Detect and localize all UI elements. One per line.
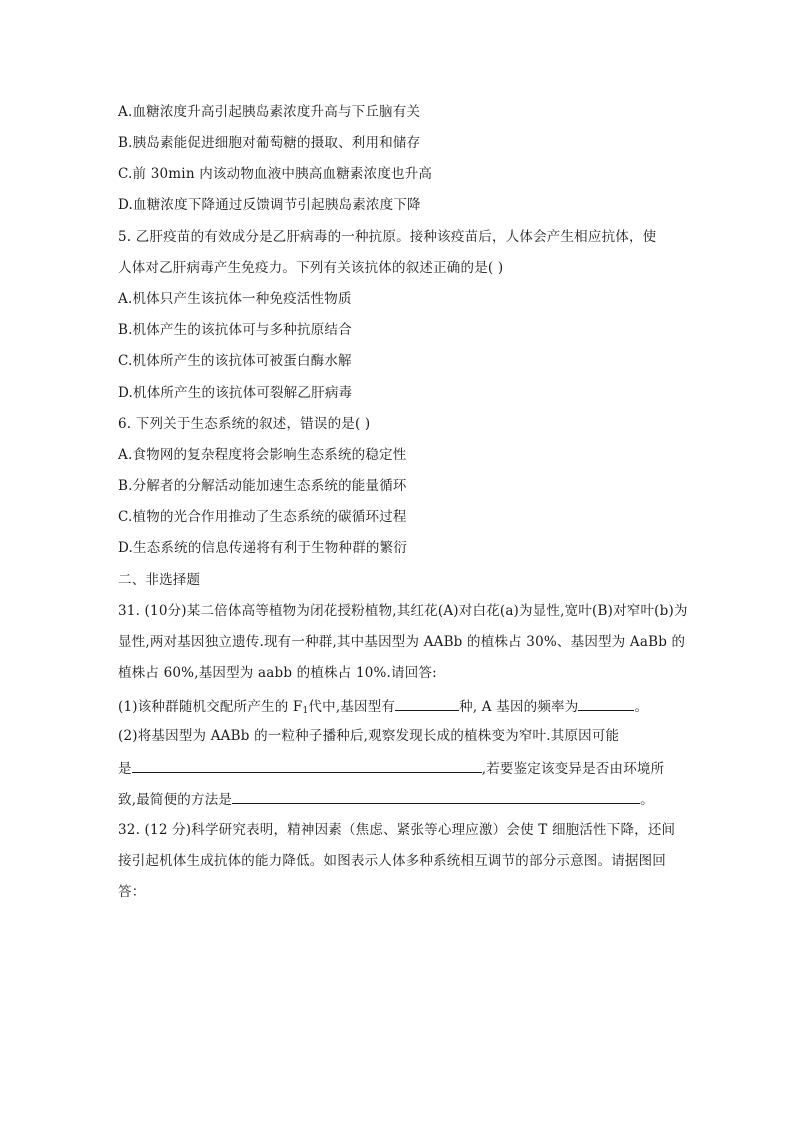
q6-option-c: C.植物的光合作用推动了生态系统的碳循环过程 (118, 509, 407, 525)
q5-option-b: B.机体产生的该抗体可与多种抗原结合 (118, 322, 352, 338)
answer-blank-reason[interactable] (132, 757, 482, 773)
q31-sub1-mid2: 种, A 基因的频率为 (459, 699, 579, 715)
q6-option-d: D.生态系统的信息传递将有利于生物种群的繁衍 (118, 540, 408, 556)
q31-sub1-end: 。 (634, 699, 649, 715)
q5-stem-line2: 人体对乙肝病毒产生免疫力。下列有关该抗体的叙述正确的是( ) (118, 260, 504, 276)
q31-sub2-line3 (118, 788, 654, 810)
q31-sub2-line3-prefix: 致,最简便的方法是 (118, 792, 233, 808)
q4-option-b: B.胰岛素能促进细胞对葡萄糖的摄取、利用和储存 (118, 135, 421, 151)
answer-blank-genotype-count[interactable] (395, 695, 459, 711)
q6-option-a: A.食物网的复杂程度将会影响生态系统的稳定性 (118, 447, 407, 463)
answer-blank-method[interactable] (232, 788, 640, 804)
q31-line2: 显性,两对基因独立遗传.现有一种群,其中基因型为 AABb 的植株占 30%、基因型为 AaBb 的 (118, 634, 686, 650)
q31-sub2-line3-end: 。 (640, 792, 654, 808)
section-title: 二、非选择题 (118, 572, 201, 588)
q5-option-d: D.机体所产生的该抗体可裂解乙肝病毒 (118, 385, 353, 401)
answer-blank-a-frequency[interactable] (578, 695, 634, 711)
q4-option-a: A.血糖浓度升高引起胰岛素浓度升高与下丘脑有关 (118, 104, 421, 120)
q6-stem: 6. 下列关于生态系统的叙述，错误的是( ) (118, 416, 371, 432)
q31-line1: 31. (10分)某二倍体高等植物为闭花授粉植物,其红花(A)对白花(a)为显性,宽叶(B)对窄叶(b)为 (118, 603, 688, 619)
q31-sub1 (118, 695, 648, 721)
q4-option-d: D.血糖浓度下降通过反馈调节引起胰岛素浓度下降 (118, 197, 421, 213)
q4-option-c: C.前 30min 内该动物血液中胰高血糖素浓度也升高 (118, 166, 433, 182)
q32-line3: 答： (118, 884, 146, 900)
q5-option-c: C.机体所产生的该抗体可被蛋白酶水解 (118, 353, 352, 369)
q31-sub2-line2-prefix: 是 (118, 761, 132, 777)
q5-stem-line1: 5. 乙肝疫苗的有效成分是乙肝病毒的一种抗原。接种该疫苗后，人体会产生相应抗体，使 (118, 229, 657, 245)
q6-option-b: B.分解者的分解活动能加速生态系统的能量循环 (118, 478, 407, 494)
q31-sub1-prefix: (1)该种群随机交配所产生的 F (118, 699, 303, 715)
q32-line1: 32. (12 分)科学研究表明，精神因素（焦虑、紧张等心理应激）会使 T 细胞活性下降，还间 (118, 822, 676, 838)
q32-line2: 接引起机体生成抗体的能力降低。如图表示人体多种系统相互调节的部分示意图。请据图回 (118, 853, 666, 869)
q31-line3: 植株占 60%,基因型为 aabb 的植株占 10%.请回答: (118, 665, 437, 681)
q31-sub2-line1: (2)将基因型为 AABb 的一粒种子播种后,观察发现长成的植株变为窄叶.其原因可能 (118, 728, 620, 744)
q5-option-a: A.机体只产生该抗体一种免疫活性物质 (118, 291, 352, 307)
q31-sub1-subscript: 1 (302, 706, 309, 716)
q31-sub2-line2-suffix: ,若要鉴定该变异是否由环境所 (481, 761, 665, 777)
q31-sub2-line2 (118, 757, 664, 779)
q31-sub1-mid: 代中,基因型有 (308, 699, 396, 715)
